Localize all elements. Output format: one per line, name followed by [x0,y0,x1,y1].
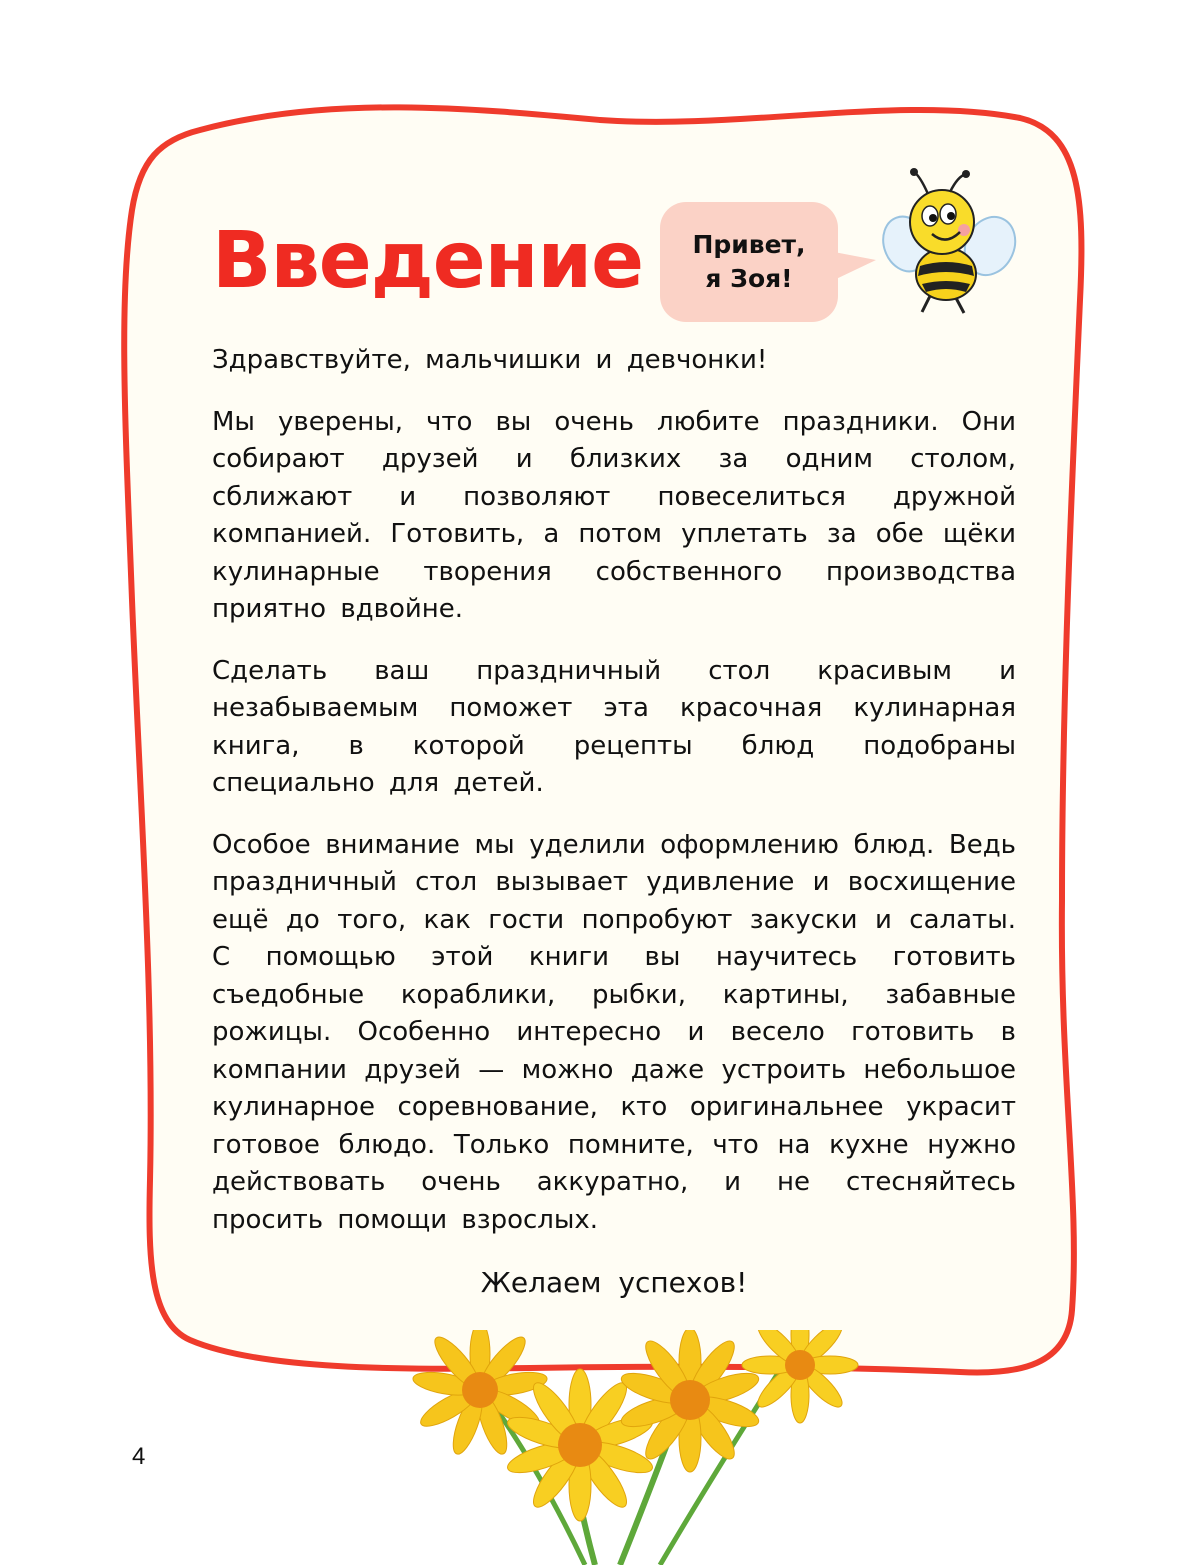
paragraph: Особое внимание мы уделили оформлению блюд. Ведь праздничный стол вызывает удивление и восхищение ещё до того, как гости попробуют закуски и салаты. С помощью этой книги вы научитесь готовить съедобные кораблики, рыбки, картины, забавные рожицы. Особенно интересно и весело готовить в компании друзей — можно даже устроить небольшое кулинарное соревнование, кто оригинальнее украсит готовое блюдо. Только помните, что на кухне нужно действовать очень аккуратно, и не стесняйтесь просить помощи взрослых. [212,829,1016,1235]
paragraph: Сделать ваш праздничный стол красивым и незабываемым поможет эта красочная кулинарная книга, в которой рецепты блюд подобраны специально для детей. [212,655,1016,798]
speech-bubble-tail [834,252,876,282]
page-title: Введение [212,216,644,306]
flower [742,1330,858,1423]
bee-mascot-icon [878,166,1018,316]
page-number: 4 [132,1443,146,1470]
flower [618,1330,762,1472]
speech-bubble [660,202,838,322]
paragraph-greeting: Здравствуйте, мальчишки и девчонки! [212,345,768,375]
closing-wish: Желаем успехов! [480,1266,748,1299]
intro-text [212,342,1016,1263]
speech-bubble-line-2: я Зоя! [705,264,793,293]
daisy-flowers-illustration [380,1330,870,1565]
paragraph: Мы уверены, что вы очень любите праздники. Они собирают друзей и близких за одним столом, сближают и позволяют повеселиться дружной компанией. Готовить, а потом уплетать за обе щёки кулинарные творения собственного производства приятно вдвойне. [212,406,1016,624]
speech-bubble-line-1: Привет, [692,230,806,260]
